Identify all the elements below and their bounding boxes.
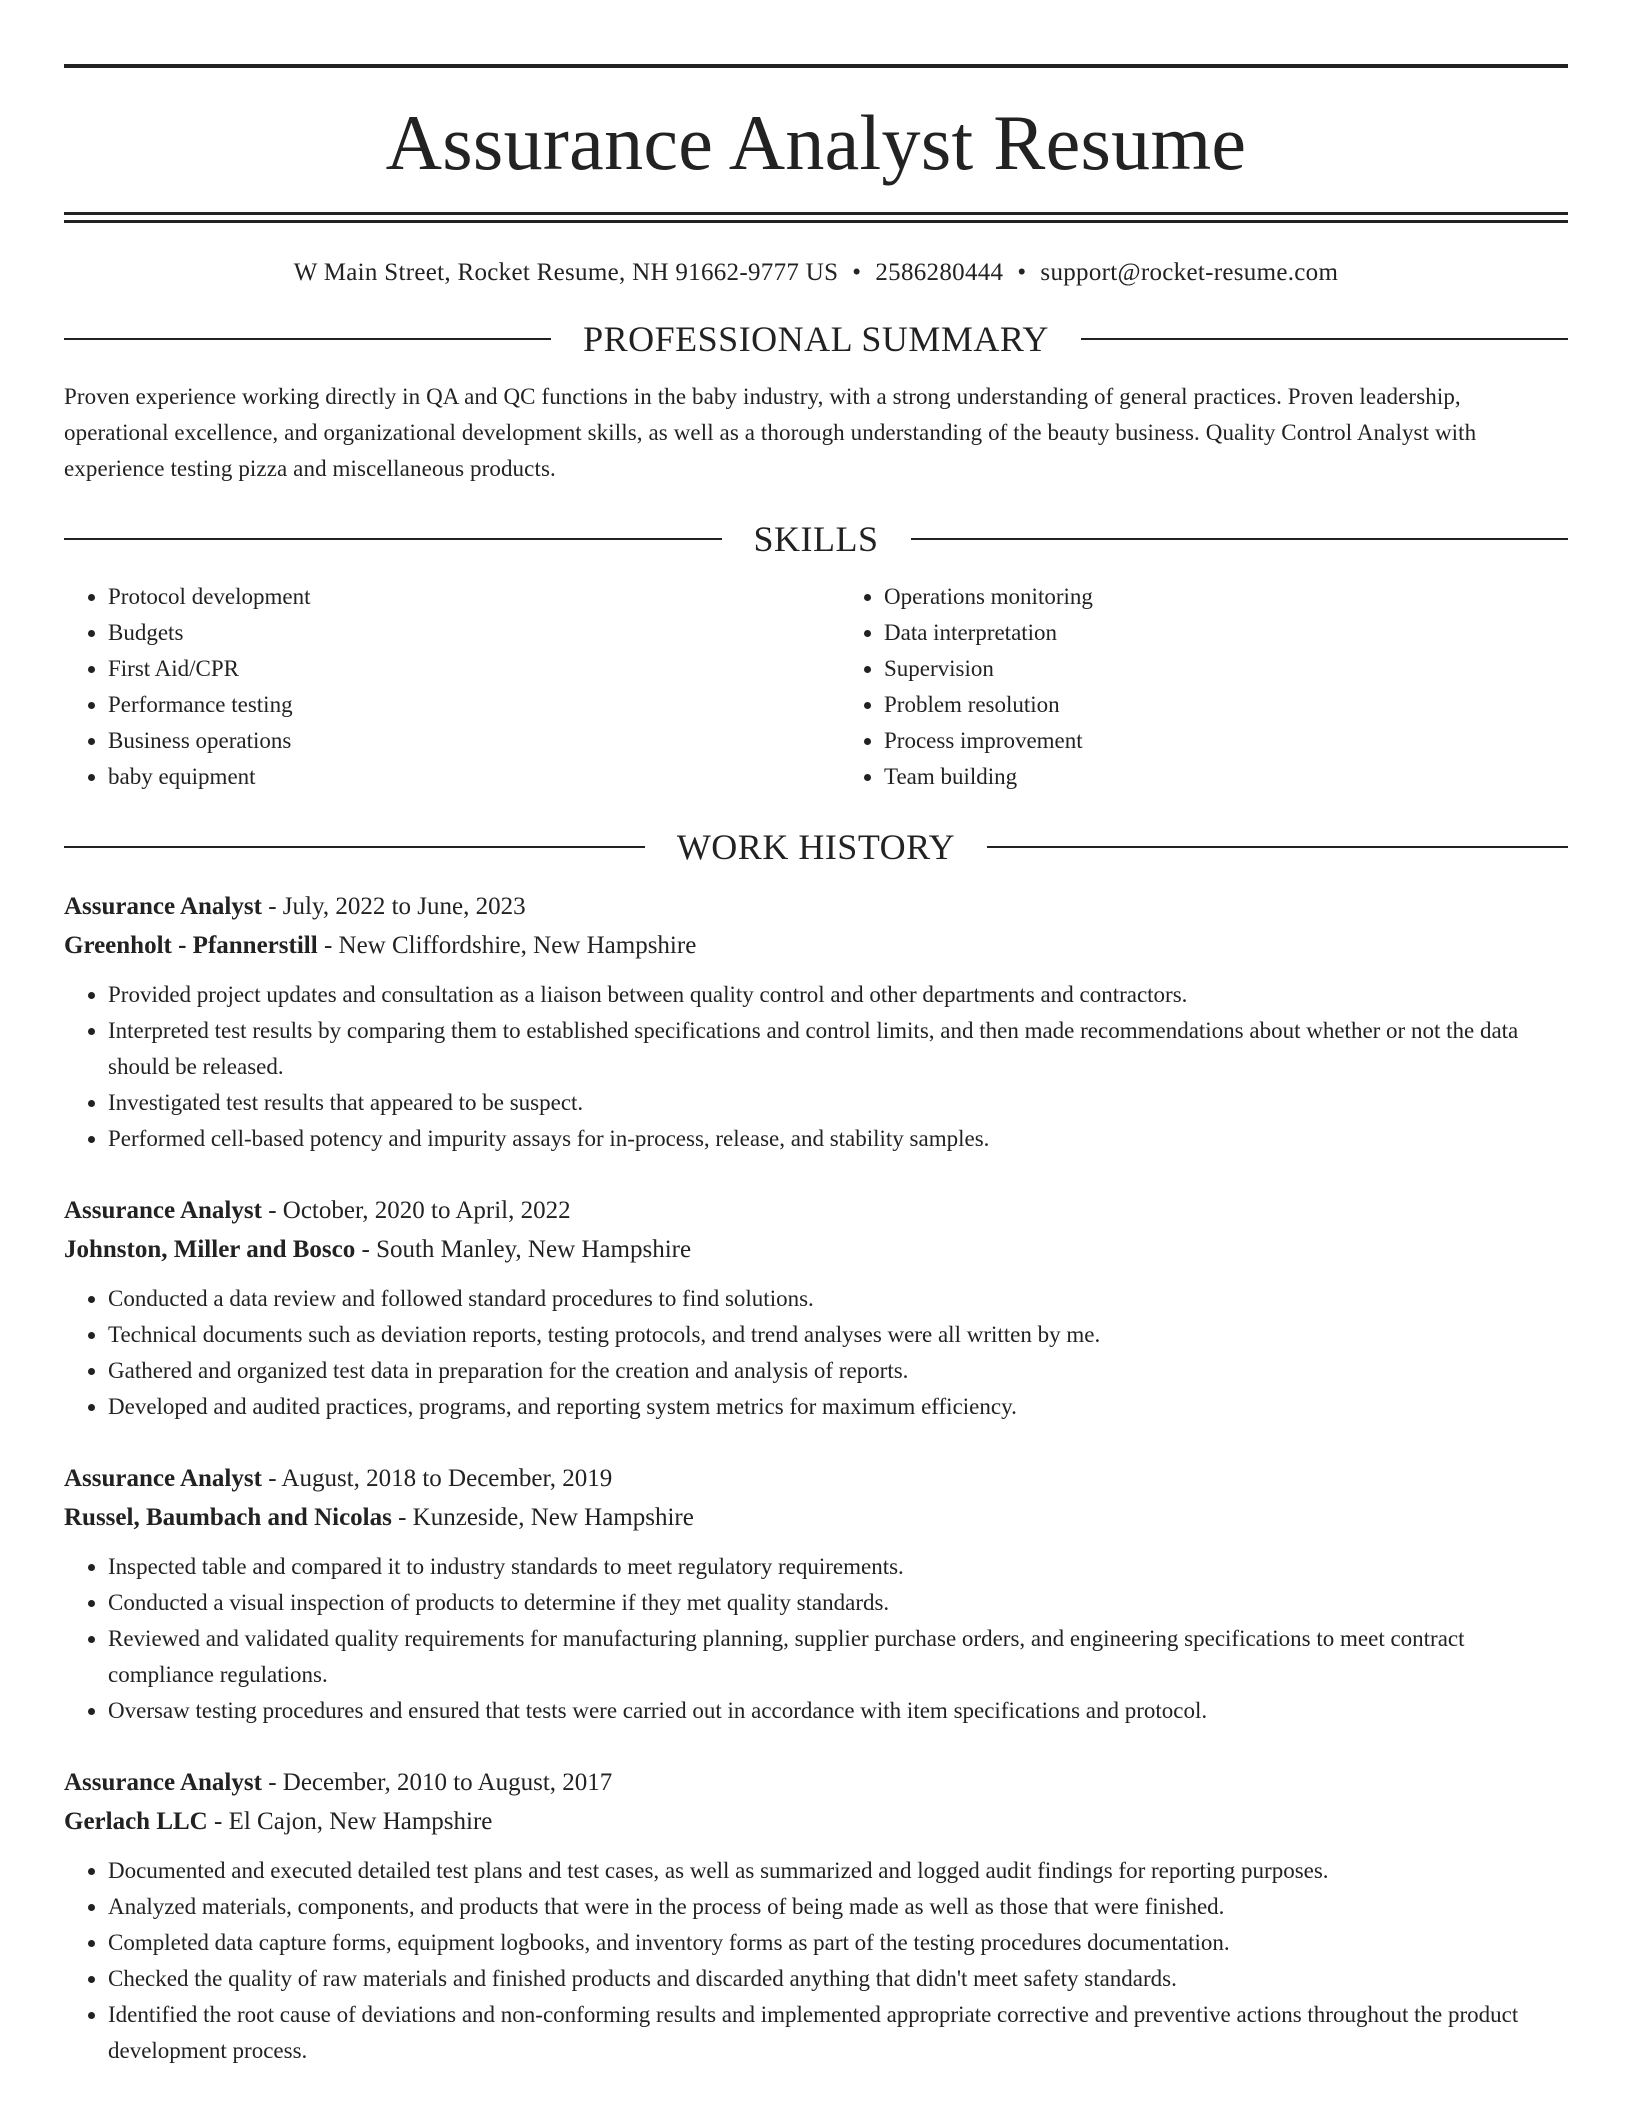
- job-role-line: [64, 1763, 1568, 1802]
- job-company: Gerlach LLC: [64, 1808, 208, 1835]
- job-company: Russel, Baumbach and Nicolas: [64, 1504, 392, 1531]
- heading-rule-left: [64, 846, 645, 848]
- resume-title: Assurance Analyst Resume: [385, 99, 1247, 186]
- summary-text: Proven experience working directly in QA and QC functions in the baby industry, with a strong understanding of general practices. Proven leadership, operational excellence, and organizational development skills, as well as a thorough understanding of the beauty business. Quality Control Analyst with experience testing pizza and miscellaneous products.: [64, 384, 1477, 481]
- heading-rule-right: [911, 538, 1569, 540]
- skill-item: • baby equipment: [108, 759, 792, 795]
- skill-item: • Problem resolution: [884, 687, 1568, 723]
- job-bullet: • Performed cell-based potency and impurity assays for in-process, release, and stability samples.: [108, 1121, 1568, 1157]
- skills-grid: [64, 579, 1568, 795]
- job-bullets: [64, 1549, 1568, 1729]
- job-bullet: • Oversaw testing procedures and ensured that tests were carried out in accordance with item specifications and protocol.: [108, 1693, 1568, 1729]
- title-double-rule: [64, 212, 1568, 223]
- skill-item: • Data interpretation: [884, 615, 1568, 651]
- job-dates: - August, 2018 to December, 2019: [261, 1465, 613, 1492]
- job-bullets: [64, 1853, 1568, 2069]
- contact-separator: •: [1017, 259, 1027, 286]
- top-rule: [64, 64, 1568, 68]
- skill-item: • First Aid/CPR: [108, 651, 792, 687]
- skill-item: • Business operations: [108, 723, 792, 759]
- skill-item: • Team building: [884, 759, 1568, 795]
- skills-list-left: [64, 579, 792, 795]
- job-location: - South Manley, New Hampshire: [355, 1236, 692, 1263]
- contact-email: support@rocket-resume.com: [1040, 259, 1339, 286]
- job-role: Assurance Analyst: [64, 1197, 262, 1224]
- job-role-line: [64, 1459, 1568, 1498]
- summary-heading: [64, 321, 1568, 357]
- job-bullet: • Provided project updates and consultation as a liaison between quality control and other departments and contractors.: [108, 977, 1568, 1013]
- heading-rule-right: [987, 846, 1568, 848]
- job-role: Assurance Analyst: [64, 893, 262, 920]
- job-bullets: [64, 977, 1568, 1157]
- contact-address: W Main Street, Rocket Resume, NH 91662-9777 US: [293, 259, 839, 286]
- contact-phone: 2586280444: [875, 259, 1004, 286]
- skills-list-right: [840, 579, 1568, 795]
- skills-heading: [64, 521, 1568, 557]
- job-bullet: • Completed data capture forms, equipment logbooks, and inventory forms as part of the testing procedures documentation.: [108, 1925, 1568, 1961]
- job-bullet: • Reviewed and validated quality requirements for manufacturing planning, supplier purchase orders, and engineering specifications to meet contract compliance regulations.: [108, 1621, 1568, 1693]
- job-dates: - December, 2010 to August, 2017: [261, 1769, 613, 1796]
- job-entry: [64, 887, 1568, 1157]
- job-bullet: • Interpreted test results by comparing them to established specifications and control limits, and then made recommendations about whether or not the data should be released.: [108, 1013, 1568, 1085]
- job-bullets: [64, 1281, 1568, 1425]
- summary-heading-title: PROFESSIONAL SUMMARY: [583, 319, 1049, 359]
- job-role-line: [64, 1191, 1568, 1230]
- job-role: Assurance Analyst: [64, 1769, 262, 1796]
- skill-item: • Operations monitoring: [884, 579, 1568, 615]
- job-company-line: [64, 1498, 1568, 1537]
- contact-line: [64, 259, 1568, 287]
- work-history-heading-title: WORK HISTORY: [676, 827, 956, 867]
- job-entry: [64, 1459, 1568, 1729]
- job-entry: [64, 1191, 1568, 1425]
- job-dates: - October, 2020 to April, 2022: [261, 1197, 571, 1224]
- job-bullet: • Checked the quality of raw materials and finished products and discarded anything that didn't meet safety standards.: [108, 1961, 1568, 1997]
- work-history-heading: [64, 829, 1568, 865]
- job-location: - New Cliffordshire, New Hampshire: [317, 932, 697, 959]
- skill-item: • Supervision: [884, 651, 1568, 687]
- job-bullet: • Identified the root cause of deviations and non-conforming results and implemented appropriate corrective and preventive actions throughout the product development process.: [108, 1997, 1568, 2069]
- job-company-line: [64, 1802, 1568, 1841]
- job-entry: [64, 1763, 1568, 2069]
- skill-item: • Process improvement: [884, 723, 1568, 759]
- job-bullet: • Conducted a visual inspection of products to determine if they met quality standards.: [108, 1585, 1568, 1621]
- job-company-line: [64, 926, 1568, 965]
- job-bullet: • Investigated test results that appeared to be suspect.: [108, 1085, 1568, 1121]
- skill-item: • Budgets: [108, 615, 792, 651]
- job-role: Assurance Analyst: [64, 1465, 262, 1492]
- job-company: Greenholt - Pfannerstill: [64, 932, 318, 959]
- job-bullet: • Analyzed materials, components, and products that were in the process of being made as well as those that were finished.: [108, 1889, 1568, 1925]
- job-bullet: • Conducted a data review and followed standard procedures to find solutions.: [108, 1281, 1568, 1317]
- job-bullet: • Gathered and organized test data in preparation for the creation and analysis of reports.: [108, 1353, 1568, 1389]
- job-bullet: • Documented and executed detailed test plans and test cases, as well as summarized and logged audit findings for reporting purposes.: [108, 1853, 1568, 1889]
- job-company-line: [64, 1230, 1568, 1269]
- heading-rule-right: [1081, 338, 1568, 340]
- heading-rule-left: [64, 338, 551, 340]
- job-role-line: [64, 887, 1568, 926]
- job-location: - Kunzeside, New Hampshire: [391, 1504, 694, 1531]
- job-company: Johnston, Miller and Bosco: [64, 1236, 356, 1263]
- job-bullet: • Inspected table and compared it to industry standards to meet regulatory requirements.: [108, 1549, 1568, 1585]
- skills-heading-title: SKILLS: [753, 519, 879, 559]
- contact-separator: •: [852, 259, 862, 286]
- heading-rule-left: [64, 538, 722, 540]
- skill-item: • Protocol development: [108, 579, 792, 615]
- job-bullet: • Technical documents such as deviation reports, testing protocols, and trend analyses were all written by me.: [108, 1317, 1568, 1353]
- job-bullet: • Developed and audited practices, programs, and reporting system metrics for maximum efficiency.: [108, 1389, 1568, 1425]
- skill-item: • Performance testing: [108, 687, 792, 723]
- job-location: - El Cajon, New Hampshire: [207, 1808, 493, 1835]
- job-dates: - July, 2022 to June, 2023: [261, 893, 526, 920]
